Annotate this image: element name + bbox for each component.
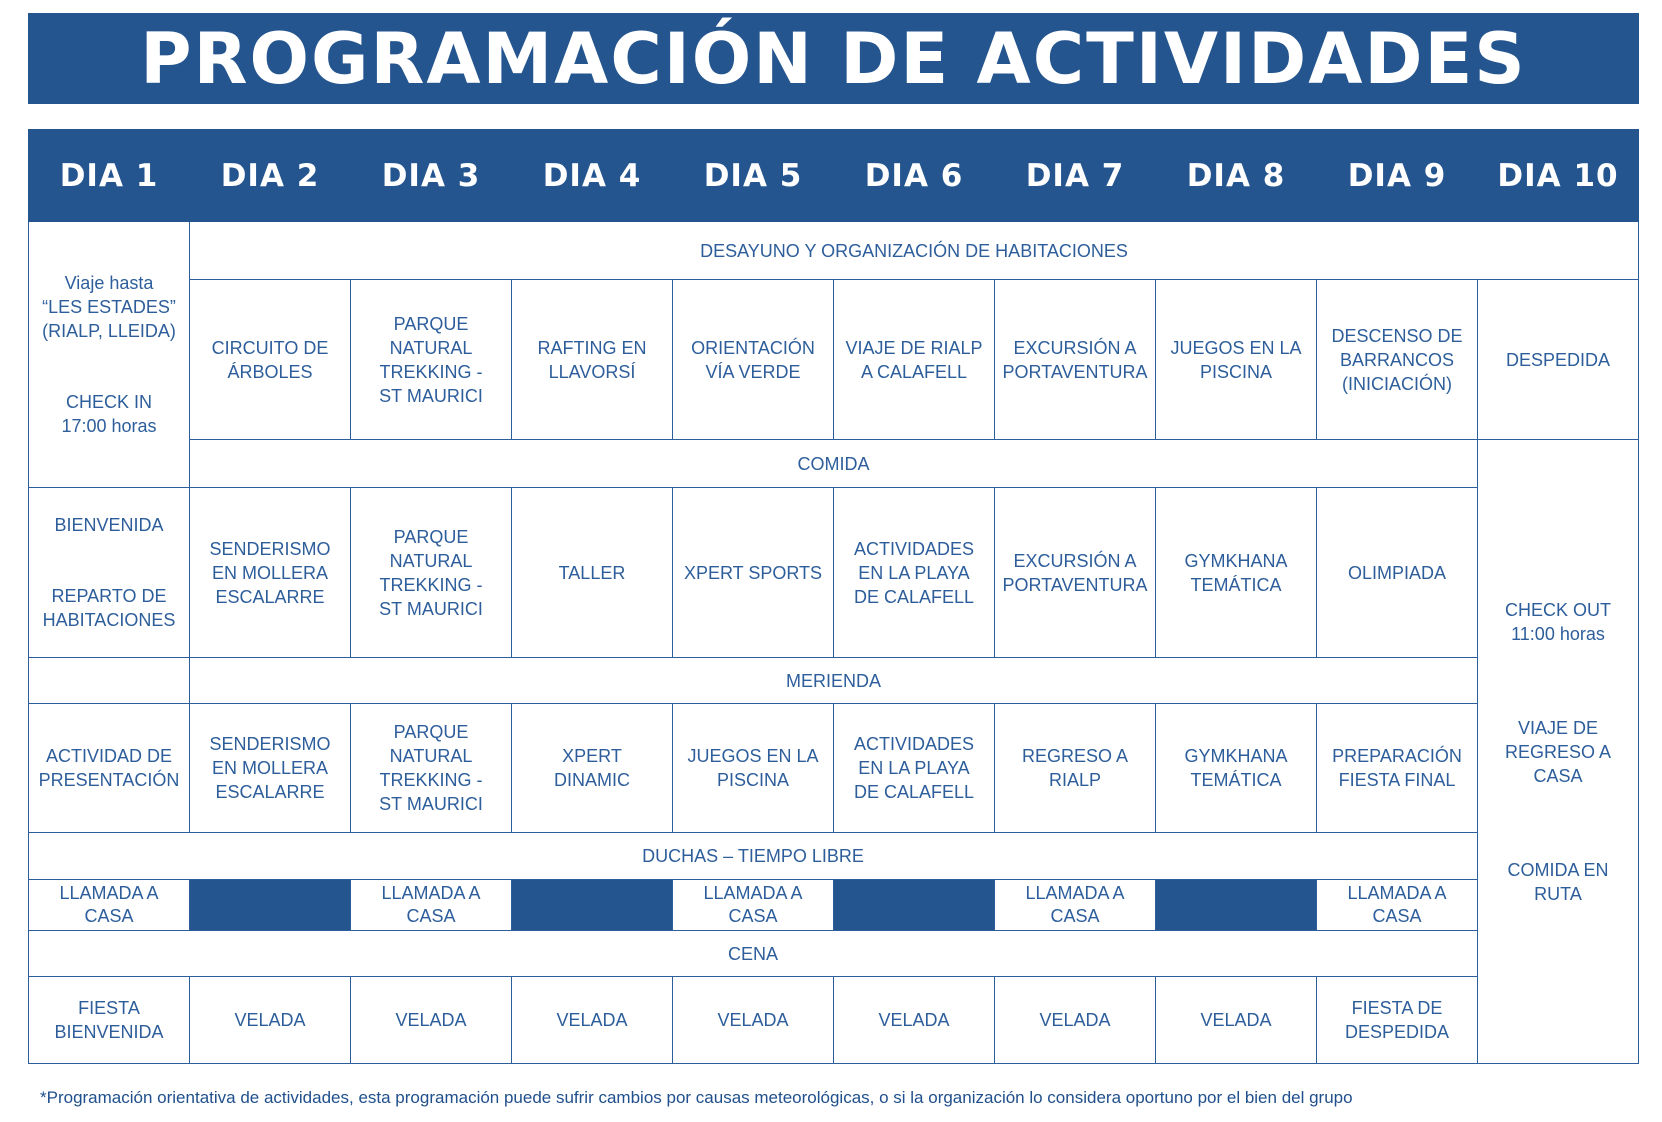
morning-activity: EXCURSIÓN A PORTAVENTURA — [995, 280, 1156, 440]
afternoon-row — [29, 488, 1639, 658]
morning-activity: JUEGOS EN LA PISCINA — [1156, 280, 1317, 440]
late-afternoon-activity: REGRESO A RIALP — [995, 704, 1156, 833]
lunch-row — [29, 440, 1639, 488]
dinner-row — [29, 931, 1639, 977]
day10-departure-cell — [1478, 440, 1639, 1064]
morning-activity: PARQUE NATURAL TREKKING - ST MAURICI — [351, 280, 512, 440]
meal-en-route-text: COMIDA EN RUTA — [1507, 859, 1609, 904]
breakfast-row — [29, 222, 1639, 280]
call-home-cell: LLAMADA A CASA — [995, 880, 1156, 931]
afternoon-activity: GYMKHANA TEMÁTICA — [1156, 488, 1317, 658]
afternoon-activity: SENDERISMO EN MOLLERA ESCALARRE — [190, 488, 351, 658]
day-header: DIA 10 — [1478, 130, 1639, 222]
call-home-cell: LLAMADA A CASA — [673, 880, 834, 931]
morning-activity: VIAJE DE RIALP A CALAFELL — [834, 280, 995, 440]
title-banner — [28, 13, 1639, 104]
day-header: DIA 8 — [1156, 130, 1317, 222]
morning-activity: DESCENSO DE BARRANCOS (INICIACIÓN) — [1317, 280, 1478, 440]
evening-activity: FIESTA BIENVENIDA — [29, 977, 190, 1064]
call-home-cell: LLAMADA A CASA — [29, 880, 190, 931]
day-header: DIA 1 — [29, 130, 190, 222]
snack-cell: MERIENDA — [190, 658, 1478, 704]
afternoon-activity: ACTIVIDADES EN LA PLAYA DE CALAFELL — [834, 488, 995, 658]
day-header: DIA 6 — [834, 130, 995, 222]
rooms-text: REPARTO DE HABITACIONES — [42, 586, 176, 630]
evening-activity: VELADA — [190, 977, 351, 1064]
arrival-text: Viaje hasta “LES ESTADES” (RIALP, LLEIDA) — [42, 273, 176, 341]
late-afternoon-activity: XPERT DINAMIC — [512, 704, 673, 833]
morning-activity: ORIENTACIÓN VÍA VERDE — [673, 280, 834, 440]
lunch-cell: COMIDA — [190, 440, 1478, 488]
evening-activity: VELADA — [995, 977, 1156, 1064]
morning-activity: CIRCUITO DE ÁRBOLES — [190, 280, 351, 440]
dinner-cell: CENA — [29, 931, 1478, 977]
day-header: DIA 5 — [673, 130, 834, 222]
call-home-cell: LLAMADA A CASA — [1317, 880, 1478, 931]
late-afternoon-activity: PARQUE NATURAL TREKKING - ST MAURICI — [351, 704, 512, 833]
evening-activity: VELADA — [351, 977, 512, 1064]
afternoon-activity: EXCURSIÓN A PORTAVENTURA — [995, 488, 1156, 658]
morning-activity: RAFTING EN LLAVORSÍ — [512, 280, 673, 440]
day-header: DIA 4 — [512, 130, 673, 222]
late-afternoon-activity: PREPARACIÓN FIESTA FINAL — [1317, 704, 1478, 833]
day-header-row — [29, 130, 1639, 222]
empty-cell — [29, 658, 190, 704]
day-header: DIA 2 — [190, 130, 351, 222]
call-home-cell: LLAMADA A CASA — [351, 880, 512, 931]
call-home-row — [29, 880, 1639, 931]
afternoon-activity: OLIMPIADA — [1317, 488, 1478, 658]
late-afternoon-activity: SENDERISMO EN MOLLERA ESCALARRE — [190, 704, 351, 833]
late-afternoon-activity: JUEGOS EN LA PISCINA — [673, 704, 834, 833]
filled-cell — [1156, 880, 1317, 931]
breakfast-cell: DESAYUNO Y ORGANIZACIÓN DE HABITACIONES — [190, 222, 1639, 280]
trip-home-text: VIAJE DE REGRESO A CASA — [1504, 717, 1612, 786]
check-out-text: CHECK OUT 11:00 horas — [1504, 599, 1611, 644]
filled-cell — [512, 880, 673, 931]
snack-row — [29, 658, 1639, 704]
day1-arrival-cell — [29, 222, 190, 488]
schedule-table — [28, 129, 1639, 1064]
late-afternoon-activity: GYMKHANA TEMÁTICA — [1156, 704, 1317, 833]
evening-activity: VELADA — [1156, 977, 1317, 1064]
evening-activity: VELADA — [673, 977, 834, 1064]
evening-row — [29, 977, 1639, 1064]
day-header: DIA 3 — [351, 130, 512, 222]
filled-cell — [834, 880, 995, 931]
footnote: *Programación orientativa de actividades, esta programación puede sufrir cambios por causas meteorológicas, o si la organización lo considera oportuno por el bien del grupo — [40, 1088, 1353, 1107]
evening-activity: VELADA — [512, 977, 673, 1064]
day-header: DIA 9 — [1317, 130, 1478, 222]
check-in-text: CHECK IN 17:00 horas — [61, 392, 157, 436]
late-afternoon-activity: ACTIVIDADES EN LA PLAYA DE CALAFELL — [834, 704, 995, 833]
evening-activity: VELADA — [834, 977, 995, 1064]
afternoon-activity: TALLER — [512, 488, 673, 658]
late-afternoon-row — [29, 704, 1639, 833]
page-title: PROGRAMACIÓN DE ACTIVIDADES — [140, 17, 1527, 100]
morning-row — [29, 280, 1639, 440]
morning-activity: DESPEDIDA — [1478, 280, 1639, 440]
day1-welcome-cell — [29, 488, 190, 658]
filled-cell — [190, 880, 351, 931]
late-afternoon-activity: ACTIVIDAD DE PRESENTACIÓN — [29, 704, 190, 833]
showers-row — [29, 833, 1639, 880]
evening-activity: FIESTA DE DESPEDIDA — [1317, 977, 1478, 1064]
showers-cell: DUCHAS – TIEMPO LIBRE — [29, 833, 1478, 880]
afternoon-activity: PARQUE NATURAL TREKKING - ST MAURICI — [351, 488, 512, 658]
day-header: DIA 7 — [995, 130, 1156, 222]
welcome-text: BIENVENIDA — [54, 515, 164, 535]
afternoon-activity: XPERT SPORTS — [673, 488, 834, 658]
